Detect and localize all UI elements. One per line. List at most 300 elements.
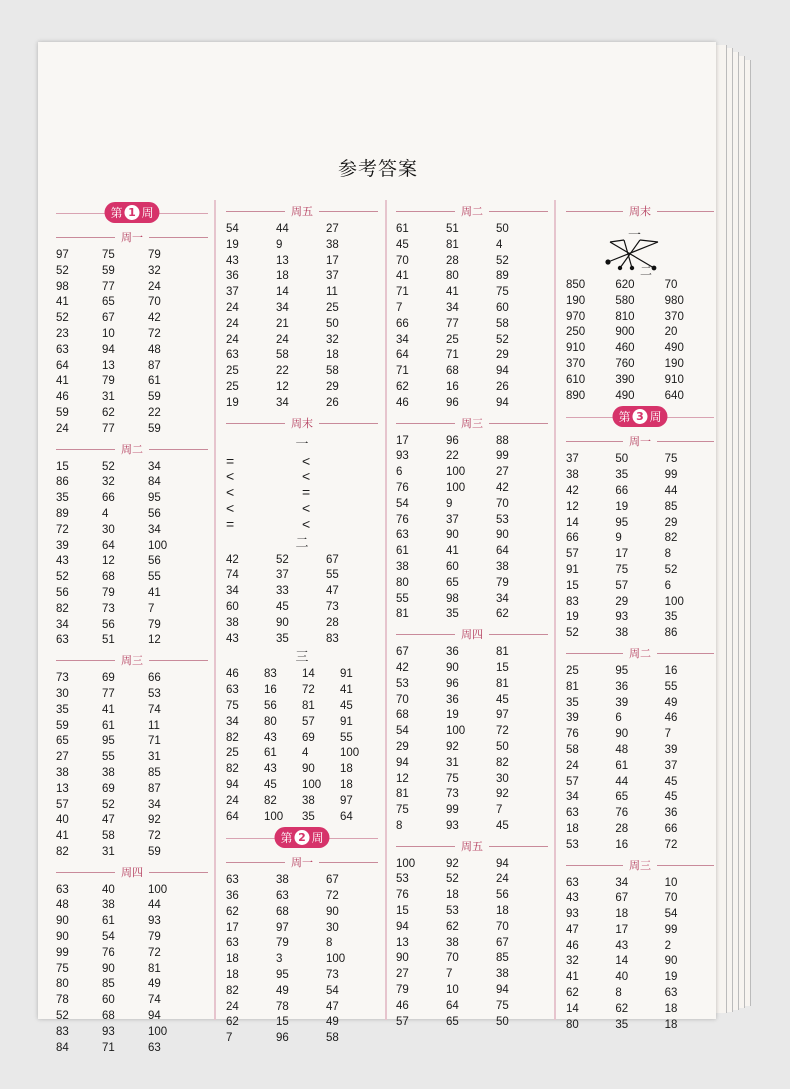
- answer-value: 92: [446, 740, 459, 753]
- answer-value: 36: [446, 693, 459, 706]
- answer-value: 79: [148, 249, 161, 261]
- answer-row: [56, 523, 208, 539]
- answer-row: [56, 883, 208, 899]
- answer-value: 72: [148, 327, 161, 340]
- answer-row: [56, 311, 208, 327]
- answer-value: 36: [615, 680, 629, 693]
- answer-row: [226, 254, 378, 270]
- answer-value: 7: [446, 968, 453, 981]
- answer-row: [396, 967, 548, 983]
- answer-value: 38: [446, 936, 459, 949]
- answer-value: 92: [496, 788, 509, 801]
- answer-value: 55: [340, 731, 353, 744]
- answer-value: 14: [302, 668, 315, 681]
- section-header: [226, 853, 378, 872]
- answer-value: 34: [148, 798, 161, 811]
- answer-value: 41: [56, 296, 69, 309]
- answer-value: 190: [664, 357, 684, 370]
- answer-row: [396, 333, 548, 349]
- answer-value: 54: [664, 908, 678, 921]
- answer-value: 67: [326, 553, 339, 566]
- answer-row: [566, 389, 714, 405]
- answer-row: [56, 914, 208, 930]
- answer-row: [566, 923, 714, 939]
- answer-row: [226, 1031, 378, 1047]
- answer-row: [56, 798, 208, 814]
- answer-value: 370: [566, 357, 586, 370]
- column-divider: [214, 200, 216, 1020]
- answer-value: 83: [566, 595, 579, 608]
- answer-row: [226, 584, 378, 600]
- answer-value: 18: [340, 778, 353, 791]
- answer-value: 71: [148, 735, 161, 748]
- answer-value: 70: [664, 279, 678, 291]
- answer-value: 24: [226, 317, 239, 330]
- answer-value: 94: [148, 1010, 161, 1023]
- section-label: 周三: [455, 415, 489, 431]
- answer-value: 24: [566, 759, 579, 772]
- answer-value: 620: [615, 279, 635, 291]
- answer-row: [226, 348, 378, 364]
- answer-value: 52: [566, 627, 579, 640]
- answer-value: 8: [664, 548, 672, 561]
- answer-row: [396, 560, 548, 576]
- answer-value: 67: [102, 312, 115, 325]
- answer-row: [396, 528, 548, 544]
- answer-value: 80: [396, 576, 409, 589]
- answer-value: 90: [56, 915, 69, 928]
- answer-value: 58: [326, 1032, 339, 1045]
- answer-row: [396, 787, 548, 803]
- answer-value: 7: [148, 602, 155, 615]
- answer-row: [56, 602, 208, 618]
- answer-value: 65: [56, 735, 69, 748]
- answer-row: [56, 782, 208, 798]
- answer-value: 63: [226, 874, 239, 887]
- answer-row: [396, 803, 548, 819]
- answer-row: [56, 554, 208, 570]
- answer-value: 74: [148, 994, 161, 1007]
- answer-value: 72: [496, 725, 509, 738]
- answer-value: 45: [496, 819, 509, 832]
- answer-value: 17: [226, 921, 239, 934]
- answer-value: 53: [496, 513, 509, 526]
- answer-value: 15: [566, 579, 579, 592]
- answer-value: 41: [446, 545, 459, 558]
- answer-value: 76: [396, 513, 409, 526]
- answer-value: 18: [226, 953, 239, 966]
- answer-value: 52: [496, 333, 509, 346]
- answer-row: [226, 238, 378, 254]
- answer-value: 44: [148, 899, 161, 912]
- section-header: [56, 440, 208, 459]
- answer-value: 79: [396, 984, 409, 997]
- answer-value: 52: [102, 460, 115, 473]
- answer-value: 35: [446, 608, 459, 621]
- answer-value: 44: [664, 484, 678, 497]
- answer-value: 31: [102, 845, 115, 858]
- answer-row: [396, 269, 548, 285]
- answer-value: 24: [276, 333, 289, 346]
- answer-value: 63: [664, 987, 678, 1000]
- answer-value: 19: [446, 709, 459, 722]
- answer-value: 90: [302, 763, 315, 776]
- answer-value: 72: [148, 830, 161, 843]
- answer-value: 82: [226, 984, 239, 997]
- answer-value: 61: [396, 545, 409, 558]
- answer-value: 4: [302, 747, 309, 760]
- answer-value: 20: [664, 326, 678, 339]
- answer-value: 81: [446, 238, 459, 251]
- week-pill: [104, 202, 159, 223]
- answer-value: 25: [566, 664, 579, 677]
- answer-page: [38, 42, 716, 1054]
- answer-column-2: [226, 200, 378, 1047]
- answer-value: 81: [302, 699, 315, 712]
- answer-value: 65: [446, 1015, 459, 1028]
- answer-value: 53: [148, 687, 161, 700]
- answer-value: 39: [664, 743, 678, 756]
- answer-value: 59: [148, 391, 161, 404]
- answer-value: 36: [664, 807, 678, 820]
- answer-row: [396, 661, 548, 677]
- answer-value: 90: [326, 905, 339, 918]
- answer-row: [396, 592, 548, 608]
- answer-row: [566, 325, 714, 341]
- answer-value: 35: [56, 703, 69, 716]
- answer-row: [396, 756, 548, 772]
- answer-value: 56: [264, 699, 277, 712]
- answer-value: 90: [276, 616, 289, 629]
- answer-value: 95: [276, 969, 289, 982]
- answer-value: 69: [102, 782, 115, 795]
- answer-value: 56: [56, 586, 69, 599]
- answer-value: 6: [664, 579, 672, 592]
- answer-row: [226, 1000, 378, 1016]
- answer-value: 59: [56, 719, 69, 732]
- answer-value: 75: [496, 999, 509, 1012]
- answer-row: [566, 822, 714, 838]
- answer-value: 6: [396, 466, 403, 479]
- answer-value: 61: [102, 915, 115, 928]
- answer-value: 68: [102, 571, 115, 584]
- answer-value: 68: [102, 1010, 115, 1023]
- answer-row: [396, 380, 548, 396]
- answer-value: 36: [226, 890, 239, 903]
- answer-row: [56, 946, 208, 962]
- answer-value: 910: [566, 342, 586, 355]
- answer-value: 32: [326, 333, 339, 346]
- answer-value: 34: [276, 396, 289, 409]
- answer-row: [566, 484, 714, 500]
- section-label: 周三: [115, 652, 149, 668]
- answer-row: [566, 711, 714, 727]
- answer-value: 68: [396, 709, 409, 722]
- answer-value: 34: [276, 301, 289, 314]
- answer-value: 46: [664, 712, 678, 725]
- answer-row: [226, 317, 378, 333]
- answer-value: 47: [566, 923, 579, 936]
- answer-value: 70: [148, 296, 161, 309]
- answer-value: 28: [615, 822, 629, 835]
- answer-value: 67: [326, 874, 339, 887]
- answer-value: 37: [446, 513, 459, 526]
- answer-value: 62: [396, 380, 409, 393]
- answer-value: 53: [396, 677, 409, 690]
- answer-value: 38: [56, 766, 69, 779]
- answer-value: 47: [326, 585, 339, 598]
- answer-value: 95: [615, 516, 629, 529]
- matching-top-label: 一: [628, 227, 642, 242]
- section-header: [226, 202, 378, 221]
- answer-value: 90: [446, 529, 459, 542]
- answer-value: 25: [226, 380, 239, 393]
- answer-row: [566, 1018, 714, 1034]
- answer-value: 79: [276, 937, 289, 950]
- answer-row: [396, 481, 548, 497]
- answer-value: 97: [340, 794, 353, 807]
- answer-value: 12: [566, 500, 579, 513]
- answer-value: 43: [56, 555, 69, 568]
- answer-value: 35: [664, 611, 678, 624]
- answer-value: 48: [615, 743, 629, 756]
- answer-row: [396, 740, 548, 756]
- answer-value: 64: [226, 810, 239, 823]
- column-divider: [385, 200, 387, 1020]
- answer-value: 57: [615, 579, 629, 592]
- answer-row: [566, 595, 714, 611]
- answer-value: 35: [615, 1018, 629, 1031]
- answer-row: [566, 547, 714, 563]
- answer-value: 90: [496, 529, 509, 542]
- answer-value: 12: [396, 772, 409, 785]
- answer-value: 62: [102, 406, 115, 419]
- answer-value: 34: [446, 301, 459, 314]
- answer-value: 75: [496, 286, 509, 299]
- answer-row: [396, 724, 548, 740]
- answer-row: [226, 984, 378, 1000]
- answer-value: 25: [326, 301, 339, 314]
- answer-value: 19: [615, 500, 629, 513]
- answer-row: [566, 294, 714, 310]
- answer-value: 63: [226, 684, 239, 697]
- answer-value: 18: [326, 349, 339, 362]
- answer-row: [396, 513, 548, 529]
- answer-value: 94: [396, 756, 409, 769]
- answer-value: 85: [496, 952, 509, 965]
- answer-value: 76: [396, 889, 409, 902]
- answer-value: 41: [102, 703, 115, 716]
- answer-value: 93: [446, 819, 459, 832]
- answer-row: [566, 790, 714, 806]
- answer-row: [226, 731, 378, 747]
- answer-row: [56, 962, 208, 978]
- answer-value: 100: [148, 883, 168, 896]
- answer-value: 8: [396, 819, 403, 832]
- answer-value: 54: [102, 931, 115, 944]
- answer-value: <: [302, 468, 311, 485]
- answer-value: 61: [396, 223, 409, 235]
- section-label: 周四: [115, 864, 149, 880]
- answer-row: [566, 664, 714, 680]
- answer-row: [396, 348, 548, 364]
- answer-value: 87: [148, 359, 161, 372]
- answer-value: 31: [102, 391, 115, 404]
- answer-value: 86: [56, 476, 69, 489]
- answer-value: 84: [148, 476, 161, 489]
- answer-row: [566, 775, 714, 791]
- answer-value: 92: [446, 857, 459, 870]
- answer-value: 50: [496, 740, 509, 753]
- answer-value: 13: [276, 254, 289, 267]
- answer-value: 97: [496, 709, 509, 722]
- answer-value: 8: [615, 987, 622, 1000]
- answer-row: [396, 364, 548, 380]
- answer-value: 70: [496, 497, 509, 510]
- answer-value: 63: [566, 876, 579, 889]
- answer-value: 32: [102, 476, 115, 489]
- answer-value: 25: [446, 333, 459, 346]
- section-label: 周一: [115, 229, 149, 245]
- answer-value: 10: [446, 984, 459, 997]
- answer-value: 46: [566, 939, 579, 952]
- answer-row: [566, 806, 714, 822]
- answer-row: [396, 238, 548, 254]
- answer-value: 72: [148, 946, 161, 959]
- answer-value: 19: [226, 396, 239, 409]
- answer-value: 94: [396, 920, 409, 933]
- answer-row: [226, 469, 378, 485]
- answer-value: 69: [102, 672, 115, 685]
- sub-question-label: 三: [295, 649, 309, 665]
- answer-value: 17: [615, 548, 629, 561]
- answer-value: 57: [396, 1015, 409, 1028]
- answer-row: [226, 936, 378, 952]
- answer-value: 66: [566, 532, 579, 545]
- answer-value: 81: [396, 788, 409, 801]
- answer-value: 90: [446, 661, 459, 674]
- answer-value: 44: [276, 223, 289, 235]
- answer-value: =: [226, 452, 235, 469]
- answer-value: 93: [566, 908, 579, 921]
- answer-row: [56, 734, 208, 750]
- section-header: [396, 202, 548, 221]
- answer-value: 64: [56, 359, 69, 372]
- answer-value: 59: [148, 845, 161, 858]
- answer-value: 98: [56, 280, 69, 293]
- answer-value: 80: [446, 270, 459, 283]
- answer-row: [396, 396, 548, 412]
- answer-row: [56, 460, 208, 476]
- answer-row: [566, 373, 714, 389]
- answer-value: 54: [396, 497, 409, 510]
- answer-row: [226, 396, 378, 412]
- answer-row: [56, 264, 208, 280]
- answer-value: 37: [326, 270, 339, 283]
- answer-row: [226, 568, 378, 584]
- answer-value: <: [226, 468, 235, 485]
- week-pill: [612, 406, 667, 427]
- answer-value: 10: [664, 876, 678, 889]
- answer-value: 900: [615, 326, 635, 339]
- answer-value: 90: [615, 728, 629, 741]
- answer-row: [396, 465, 548, 481]
- matching-bottom-label: 二: [640, 264, 653, 278]
- answer-row: [226, 762, 378, 778]
- answer-value: 70: [396, 254, 409, 267]
- answer-value: 52: [276, 553, 289, 566]
- answer-value: 61: [264, 747, 277, 760]
- answer-row: [56, 374, 208, 390]
- answer-value: 90: [396, 952, 409, 965]
- answer-value: 100: [446, 725, 466, 738]
- answer-row: [396, 983, 548, 999]
- answer-value: 83: [326, 632, 339, 645]
- answer-value: 34: [615, 876, 629, 889]
- answer-value: 82: [226, 731, 239, 744]
- answer-row: [56, 475, 208, 491]
- answer-row: [566, 727, 714, 743]
- answer-value: 65: [615, 791, 629, 804]
- answer-row: [56, 633, 208, 649]
- answer-value: 17: [615, 923, 629, 936]
- answer-row: [56, 977, 208, 993]
- answer-value: 94: [226, 778, 239, 791]
- answer-value: 82: [56, 602, 69, 615]
- answer-value: 71: [446, 349, 459, 362]
- answer-value: 18: [340, 763, 353, 776]
- answer-row: [396, 497, 548, 513]
- answer-value: 76: [396, 481, 409, 494]
- answer-value: 34: [148, 523, 161, 536]
- answer-value: 36: [226, 270, 239, 283]
- sub-question-label: 二: [295, 534, 309, 550]
- answer-value: 18: [446, 889, 459, 902]
- answer-value: 55: [148, 571, 161, 584]
- answer-value: 93: [148, 915, 161, 928]
- answer-value: 7: [396, 301, 403, 314]
- answer-value: 57: [56, 798, 69, 811]
- week-prefix: 第: [280, 831, 293, 846]
- answer-row: [56, 327, 208, 343]
- answer-value: 45: [264, 778, 277, 791]
- answer-value: 250: [566, 326, 586, 339]
- answer-value: 28: [326, 616, 339, 629]
- answer-value: 72: [326, 890, 339, 903]
- answer-value: 30: [102, 523, 115, 536]
- answer-value: 89: [56, 507, 69, 520]
- answer-value: 63: [396, 529, 409, 542]
- answer-value: 75: [56, 962, 69, 975]
- answer-value: 7: [226, 1032, 233, 1045]
- answer-row: [396, 920, 548, 936]
- answer-row: [56, 1009, 208, 1025]
- answer-value: 77: [102, 422, 115, 435]
- section-header: [56, 228, 208, 247]
- answer-value: 32: [566, 955, 579, 968]
- answer-value: 100: [396, 857, 416, 870]
- answer-row: [566, 516, 714, 532]
- answer-value: 70: [664, 892, 678, 905]
- answer-value: 15: [396, 905, 409, 918]
- answer-value: 40: [56, 814, 69, 827]
- answer-value: 8: [326, 937, 333, 950]
- week-badge: [56, 200, 208, 226]
- answer-value: 55: [664, 680, 678, 693]
- answer-value: 90: [56, 931, 69, 944]
- answer-row: [396, 285, 548, 301]
- answer-value: 37: [226, 286, 239, 299]
